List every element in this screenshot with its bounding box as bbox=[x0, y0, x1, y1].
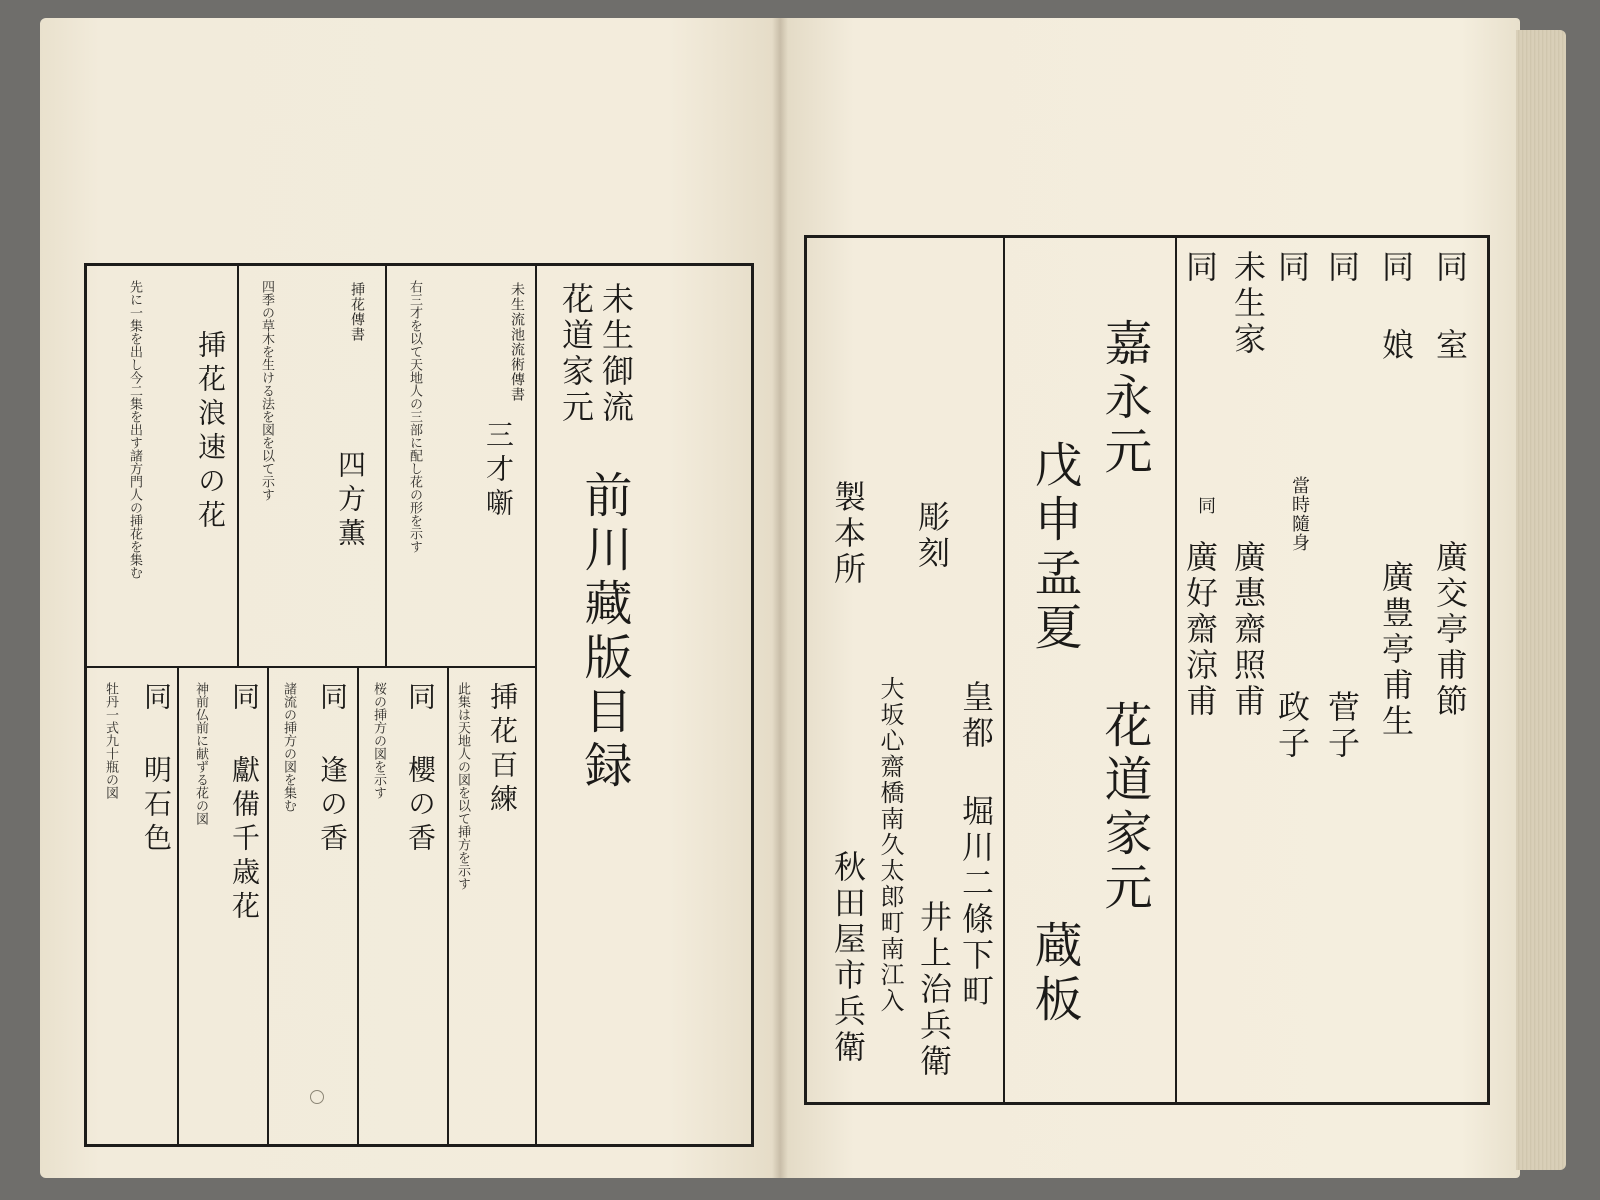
engraver-name: 井上治兵衛 bbox=[915, 900, 953, 1080]
binder-address: 大坂心齋橋南久太郎町南江入 bbox=[876, 676, 904, 1014]
name-role: 同 bbox=[1181, 250, 1219, 286]
block-label: 挿花傳書 bbox=[349, 282, 365, 342]
item-head: 同 獻備千歳花 bbox=[228, 682, 261, 925]
page-title: 前川藏版目録 bbox=[576, 470, 632, 794]
block-title: 三才噺 bbox=[482, 420, 515, 522]
name-note: 同 bbox=[1195, 496, 1216, 515]
date-season: 戊申孟夏 bbox=[1026, 440, 1082, 656]
column-divider bbox=[267, 666, 269, 1144]
name-entry: 政子 bbox=[1273, 690, 1311, 762]
name-role: 同 室 bbox=[1431, 250, 1469, 364]
block-body: 先に一集を出し今二集を出す諸方門人の挿花を集む bbox=[127, 280, 142, 579]
item-body: 此集は天地人の図を以て挿方を示す bbox=[455, 682, 470, 890]
block-body: 四季の草木を生ける法を図を以て示す bbox=[259, 280, 274, 501]
name-role: 同 bbox=[1323, 250, 1361, 286]
column-divider bbox=[357, 666, 359, 1144]
name-role: 同 bbox=[1273, 250, 1311, 286]
row-divider bbox=[87, 666, 535, 668]
column-divider bbox=[447, 666, 449, 1144]
colophon-divider bbox=[1003, 238, 1005, 1102]
item-head: 同 明石色 bbox=[140, 682, 173, 857]
engraver-label: 彫刻 bbox=[913, 500, 951, 572]
colophon-divider bbox=[1175, 238, 1177, 1102]
item-head: 同 櫻の香 bbox=[404, 682, 437, 857]
column-divider bbox=[177, 666, 179, 1144]
name-entry: 廣交亭甫節 bbox=[1431, 540, 1469, 720]
column-divider bbox=[237, 266, 239, 666]
page-edges bbox=[1516, 30, 1566, 1170]
header-school: 未生御流 bbox=[597, 282, 635, 426]
name-entry: 廣好齋涼甫 bbox=[1181, 540, 1219, 720]
name-entry: 菅子 bbox=[1323, 690, 1361, 762]
block-title: 挿花浪速の花 bbox=[194, 330, 227, 534]
name-note: 當時隨身 bbox=[1289, 476, 1310, 552]
name-entry: 廣惠齋照甫 bbox=[1229, 540, 1267, 720]
era-year: 嘉永元 bbox=[1096, 318, 1152, 480]
block-title: 四方薫 bbox=[334, 450, 367, 552]
item-head: 挿花百練 bbox=[486, 682, 519, 818]
column-divider bbox=[385, 266, 387, 666]
name-entry: 廣豊亭甫生 bbox=[1377, 560, 1415, 740]
binder-name: 秋田屋市兵衛 bbox=[829, 850, 867, 1066]
block-label: 未生流池流術傳書 bbox=[509, 282, 525, 402]
item-body: 牡丹一式九十瓶の図 bbox=[103, 682, 118, 799]
engraver-address: 皇都 堀川二條下町 bbox=[957, 680, 995, 1010]
item-head: 同 逢の香 bbox=[316, 682, 349, 857]
name-role: 同 娘 bbox=[1377, 250, 1415, 364]
item-body: 神前仏前に献ずる花の図 bbox=[193, 682, 208, 825]
book-gutter bbox=[772, 18, 788, 1178]
item-body: 桜の挿方の図を示す bbox=[371, 682, 386, 799]
binder-label: 製本所 bbox=[829, 480, 867, 588]
item-body: 諸流の挿方の図を集む bbox=[281, 682, 296, 812]
publisher-suffix: 蔵板 bbox=[1026, 920, 1082, 1028]
title-divider bbox=[535, 266, 537, 1144]
block-body: 右三才を以て天地人の三部に配し花の形を示す bbox=[407, 280, 422, 553]
name-role: 未生家 bbox=[1229, 250, 1267, 358]
header-iemoto: 花道家元 bbox=[557, 282, 595, 426]
publisher-title: 花道家元 bbox=[1096, 700, 1152, 916]
